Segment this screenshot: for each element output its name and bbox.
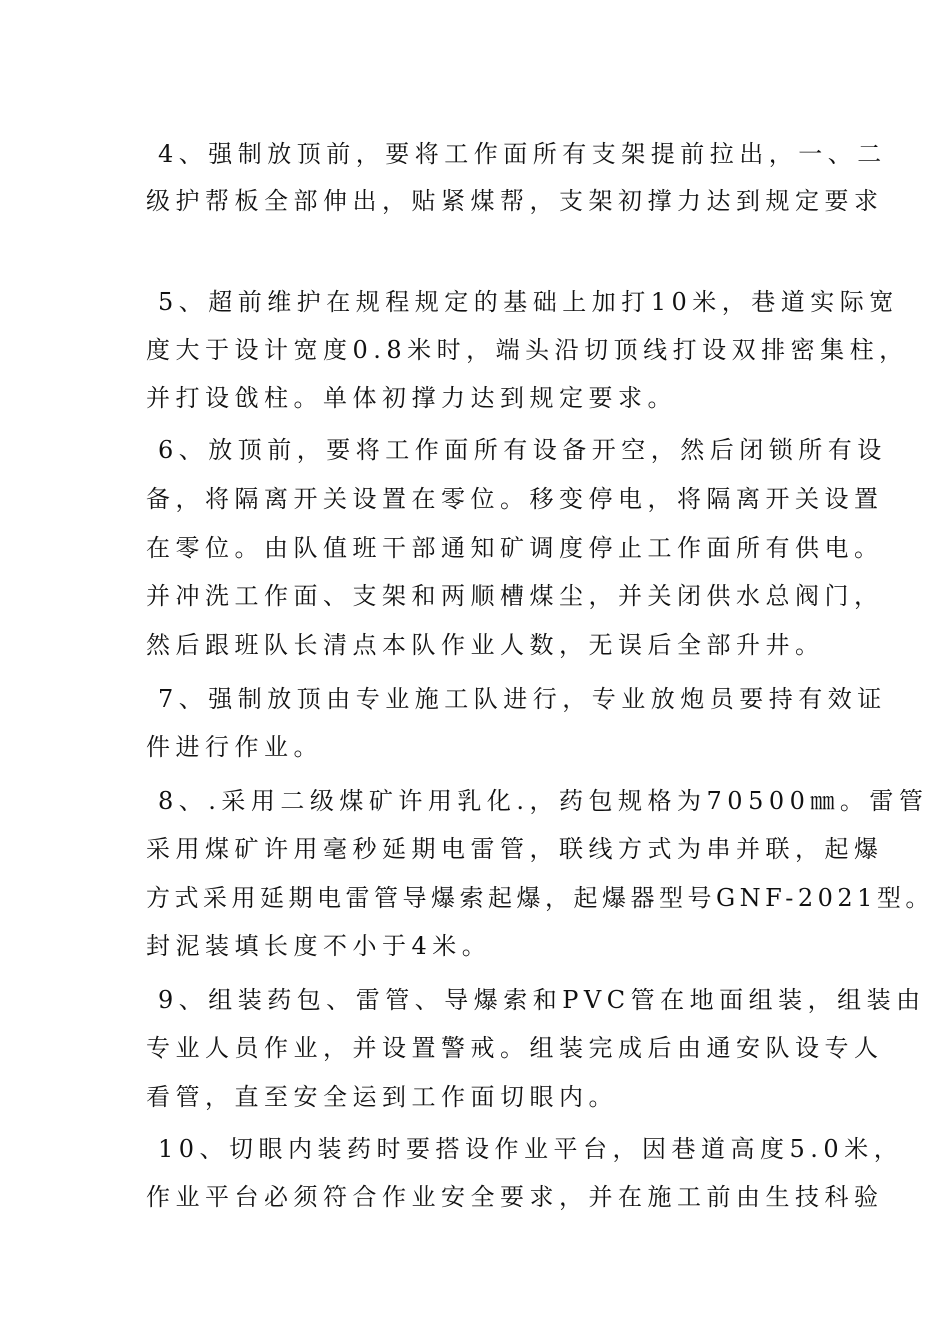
paragraph-6-line-4: 并冲洗工作面、支架和两顺槽煤尘，并关闭供水总阀门， [146, 582, 884, 610]
paragraph-9-line-3: 看管，直至安全运到工作面切眼内。 [146, 1083, 618, 1111]
paragraph-7-line-1: 7、强制放顶由专业施工队进行，专业放炮员要持有效证 [158, 685, 887, 713]
paragraph-6-line-2: 备，将隔离开关设置在零位。移变停电，将隔离开关设置 [146, 485, 884, 513]
paragraph-6-line-3: 在零位。由队值班干部通知矿调度停止工作面所有供电。 [146, 534, 884, 562]
paragraph-6-line-1: 6、放顶前，要将工作面所有设备开空，然后闭锁所有设 [158, 436, 887, 464]
paragraph-6-line-5: 然后跟班队长清点本队作业人数，无误后全部升井。 [146, 631, 825, 659]
paragraph-7-line-2: 件进行作业。 [146, 733, 323, 761]
paragraph-5-line-1: 5、超前维护在规程规定的基础上加打10米，巷道实际宽 [158, 288, 899, 316]
paragraph-8-line-3: 方式采用延期电雷管导爆索起爆，起爆器型号GNF-2021型。 [146, 884, 934, 912]
paragraph-10-line-2: 作业平台必须符合作业安全要求，并在施工前由生技科验 [146, 1183, 884, 1211]
paragraph-10-line-1: 10、切眼内装药时要搭设作业平台，因巷道高度5.0米， [158, 1135, 904, 1163]
paragraph-4-line-2: 级护帮板全部伸出，贴紧煤帮，支架初撑力达到规定要求 [146, 187, 884, 215]
paragraph-8-line-4: 封泥装填长度不小于4米。 [146, 932, 492, 960]
paragraph-8-line-2: 采用煤矿许用毫秒延期电雷管，联线方式为串并联，起爆 [146, 835, 884, 863]
paragraph-5-line-2: 度大于设计宽度0.8米时，端头沿切顶线打设双排密集柱， [146, 336, 909, 364]
paragraph-9-line-1: 9、组装药包、雷管、导爆索和PVC管在地面组装，组装由 [158, 986, 926, 1014]
paragraph-4-line-1: 4、强制放顶前，要将工作面所有支架提前拉出，一、二 [158, 140, 887, 168]
paragraph-5-line-3: 并打设戗柱。单体初撑力达到规定要求。 [146, 384, 677, 412]
paragraph-9-line-2: 专业人员作业，并设置警戒。组装完成后由通安队设专人 [146, 1034, 884, 1062]
paragraph-8-line-1: 8、.采用二级煤矿许用乳化.，药包规格为70500㎜。雷管 [158, 787, 929, 815]
